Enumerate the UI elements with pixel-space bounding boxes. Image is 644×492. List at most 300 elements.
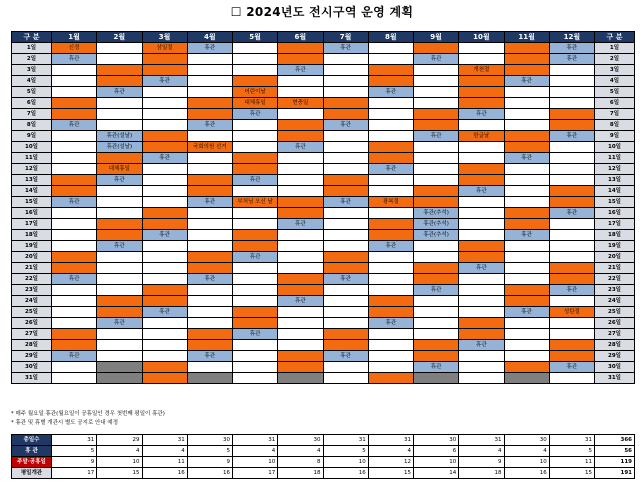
day-cell bbox=[414, 142, 459, 153]
closed-day-cell: 휴관 bbox=[187, 351, 232, 362]
weekend-holiday-cell bbox=[414, 109, 459, 120]
summary-value: 9 bbox=[459, 457, 504, 468]
day-cell bbox=[278, 263, 323, 274]
day-row bbox=[12, 362, 635, 373]
summary-total: 366 bbox=[595, 435, 635, 446]
closed-day-cell: 휴관 bbox=[414, 54, 459, 65]
summary-value: 10 bbox=[323, 457, 368, 468]
day-cell bbox=[97, 285, 142, 296]
weekend-holiday-cell bbox=[504, 219, 549, 230]
day-row bbox=[12, 65, 635, 76]
weekend-holiday-cell bbox=[233, 76, 278, 87]
weekend-holiday-cell bbox=[368, 307, 413, 318]
day-label: 16일 bbox=[12, 208, 52, 219]
summary-value: 17 bbox=[52, 468, 97, 479]
day-cell bbox=[142, 241, 187, 252]
day-cell bbox=[323, 285, 368, 296]
summary-value: 9 bbox=[187, 457, 232, 468]
day-cell bbox=[459, 230, 504, 241]
day-cell bbox=[323, 219, 368, 230]
weekend-holiday-cell bbox=[278, 197, 323, 208]
day-label-right: 4일 bbox=[595, 76, 635, 87]
day-cell bbox=[187, 87, 232, 98]
weekend-holiday-cell bbox=[52, 329, 97, 340]
weekend-holiday-cell bbox=[187, 98, 232, 109]
day-cell bbox=[504, 318, 549, 329]
weekend-holiday-cell bbox=[459, 175, 504, 186]
weekend-holiday-cell: 한글날 bbox=[459, 131, 504, 142]
day-label-right: 31일 bbox=[595, 373, 635, 384]
day-label: 19일 bbox=[12, 241, 52, 252]
day-label: 24일 bbox=[12, 296, 52, 307]
weekend-holiday-cell bbox=[52, 252, 97, 263]
closed-day-cell: 휴관(설날) bbox=[97, 142, 142, 153]
day-cell bbox=[187, 362, 232, 373]
day-label: 9일 bbox=[12, 131, 52, 142]
day-label: 5일 bbox=[12, 87, 52, 98]
day-cell bbox=[368, 131, 413, 142]
weekend-holiday-cell bbox=[52, 340, 97, 351]
summary-value: 4 bbox=[142, 446, 187, 457]
day-cell bbox=[278, 109, 323, 120]
day-cell bbox=[97, 54, 142, 65]
weekend-holiday-cell bbox=[549, 197, 594, 208]
closed-day-cell: 휴관 bbox=[233, 329, 278, 340]
weekend-holiday-cell: 성탄절 bbox=[549, 307, 594, 318]
weekend-holiday-cell bbox=[187, 340, 232, 351]
day-cell bbox=[549, 175, 594, 186]
day-cell bbox=[549, 65, 594, 76]
day-cell bbox=[504, 175, 549, 186]
weekend-holiday-cell bbox=[233, 318, 278, 329]
weekend-holiday-cell bbox=[504, 285, 549, 296]
weekend-holiday-cell bbox=[97, 296, 142, 307]
day-cell bbox=[504, 87, 549, 98]
weekend-holiday-cell bbox=[323, 263, 368, 274]
summary-value: 30 bbox=[187, 435, 232, 446]
day-row bbox=[12, 318, 635, 329]
day-cell bbox=[549, 98, 594, 109]
day-cell bbox=[278, 153, 323, 164]
closed-day-cell: 휴관 bbox=[52, 54, 97, 65]
day-label-right: 13일 bbox=[595, 175, 635, 186]
day-cell bbox=[97, 109, 142, 120]
note-announcement: * 휴관 및 휴별 개관시 별도 공지로 안내 예정 bbox=[11, 420, 119, 426]
day-label: 11일 bbox=[12, 153, 52, 164]
summary-value: 16 bbox=[142, 468, 187, 479]
day-cell bbox=[52, 164, 97, 175]
closed-day-cell: 휴관 bbox=[233, 109, 278, 120]
weekend-holiday-cell bbox=[278, 274, 323, 285]
closed-day-cell: 휴관 bbox=[278, 219, 323, 230]
day-cell bbox=[52, 296, 97, 307]
weekend-holiday-cell bbox=[504, 131, 549, 142]
day-cell bbox=[323, 65, 368, 76]
day-cell bbox=[233, 362, 278, 373]
closed-day-cell: 휴관 bbox=[368, 241, 413, 252]
weekend-holiday-cell bbox=[504, 54, 549, 65]
day-cell bbox=[52, 76, 97, 87]
day-cell bbox=[459, 43, 504, 54]
weekend-holiday-cell bbox=[459, 98, 504, 109]
day-label: 31일 bbox=[12, 373, 52, 384]
day-cell bbox=[187, 65, 232, 76]
summary-value: 31 bbox=[52, 435, 97, 446]
nonexistent-day-cell bbox=[97, 362, 142, 373]
weekend-holiday-cell bbox=[504, 142, 549, 153]
day-cell bbox=[323, 362, 368, 373]
day-cell bbox=[323, 318, 368, 329]
weekend-holiday-cell bbox=[278, 120, 323, 131]
closed-day-cell: 휴관 bbox=[97, 175, 142, 186]
day-cell bbox=[233, 54, 278, 65]
closed-day-cell: 휴관 bbox=[414, 362, 459, 373]
day-label-right: 24일 bbox=[595, 296, 635, 307]
weekend-holiday-cell bbox=[142, 285, 187, 296]
day-cell bbox=[142, 120, 187, 131]
weekend-holiday-cell bbox=[187, 252, 232, 263]
summary-label: 주말·공휴일 bbox=[12, 457, 52, 468]
weekend-holiday-cell bbox=[414, 274, 459, 285]
weekend-holiday-cell bbox=[142, 142, 187, 153]
summary-value: 4 bbox=[97, 446, 142, 457]
closed-day-cell: 휴관 bbox=[142, 230, 187, 241]
day-cell bbox=[233, 65, 278, 76]
summary-total: 56 bbox=[595, 446, 635, 457]
header-month: 8월 bbox=[368, 32, 413, 43]
day-cell bbox=[323, 373, 368, 384]
weekend-holiday-cell bbox=[504, 362, 549, 373]
weekend-holiday-cell bbox=[459, 252, 504, 263]
header-month: 11월 bbox=[504, 32, 549, 43]
weekend-holiday-cell bbox=[97, 219, 142, 230]
day-cell bbox=[549, 164, 594, 175]
day-cell bbox=[187, 164, 232, 175]
day-label-right: 27일 bbox=[595, 329, 635, 340]
weekend-holiday-cell bbox=[142, 362, 187, 373]
summary-label: 휴 관 bbox=[12, 446, 52, 457]
summary-value: 11 bbox=[549, 457, 594, 468]
summary-total: 191 bbox=[595, 468, 635, 479]
day-cell bbox=[97, 98, 142, 109]
closed-day-cell: 휴관 bbox=[52, 120, 97, 131]
summary-value: 18 bbox=[459, 468, 504, 479]
day-cell bbox=[459, 296, 504, 307]
summary-value: 31 bbox=[549, 435, 594, 446]
day-row bbox=[12, 351, 635, 362]
day-cell bbox=[459, 54, 504, 65]
day-row bbox=[12, 175, 635, 186]
weekend-holiday-cell bbox=[278, 351, 323, 362]
day-row bbox=[12, 131, 635, 142]
note-monday-closure: * 매주 월요일 휴관(월요일이 공휴일인 경우 첫번째 평일이 휴관) bbox=[11, 411, 165, 417]
day-label-right: 1일 bbox=[595, 43, 635, 54]
weekend-holiday-cell bbox=[323, 109, 368, 120]
day-cell bbox=[52, 131, 97, 142]
weekend-holiday-cell bbox=[414, 197, 459, 208]
weekend-holiday-cell bbox=[504, 65, 549, 76]
day-label-right: 16일 bbox=[595, 208, 635, 219]
header-month: 12월 bbox=[549, 32, 594, 43]
weekend-holiday-cell bbox=[459, 76, 504, 87]
summary-value: 31 bbox=[323, 435, 368, 446]
day-cell bbox=[142, 164, 187, 175]
header-category: 구 분 bbox=[595, 32, 635, 43]
summary-row bbox=[12, 468, 635, 479]
weekend-holiday-cell bbox=[459, 329, 504, 340]
day-row bbox=[12, 208, 635, 219]
day-cell bbox=[368, 329, 413, 340]
header-month: 4월 bbox=[187, 32, 232, 43]
day-cell bbox=[52, 65, 97, 76]
weekend-holiday-cell bbox=[278, 208, 323, 219]
weekend-holiday-cell bbox=[278, 362, 323, 373]
day-cell bbox=[414, 318, 459, 329]
day-cell bbox=[504, 197, 549, 208]
day-cell bbox=[504, 329, 549, 340]
day-cell bbox=[549, 373, 594, 384]
day-label-right: 21일 bbox=[595, 263, 635, 274]
day-cell bbox=[504, 164, 549, 175]
day-row bbox=[12, 329, 635, 340]
weekend-holiday-cell bbox=[414, 351, 459, 362]
day-cell bbox=[459, 197, 504, 208]
day-row bbox=[12, 230, 635, 241]
weekend-holiday-cell bbox=[52, 109, 97, 120]
day-cell bbox=[368, 43, 413, 54]
day-row bbox=[12, 274, 635, 285]
day-cell bbox=[233, 274, 278, 285]
day-cell bbox=[368, 175, 413, 186]
day-row bbox=[12, 296, 635, 307]
day-cell bbox=[142, 87, 187, 98]
summary-value: 31 bbox=[233, 435, 278, 446]
weekend-holiday-cell bbox=[549, 109, 594, 120]
header-category: 구 분 bbox=[12, 32, 52, 43]
summary-value: 30 bbox=[414, 435, 459, 446]
day-label: 13일 bbox=[12, 175, 52, 186]
summary-value: 15 bbox=[549, 468, 594, 479]
weekend-holiday-cell bbox=[549, 263, 594, 274]
day-cell bbox=[142, 252, 187, 263]
closed-day-cell: 휴관 bbox=[52, 351, 97, 362]
day-cell bbox=[278, 340, 323, 351]
weekend-holiday-cell bbox=[368, 230, 413, 241]
day-cell bbox=[97, 197, 142, 208]
day-row bbox=[12, 109, 635, 120]
day-cell bbox=[459, 373, 504, 384]
summary-total: 119 bbox=[595, 457, 635, 468]
weekend-holiday-cell bbox=[504, 296, 549, 307]
day-cell bbox=[52, 362, 97, 373]
weekend-holiday-cell bbox=[142, 65, 187, 76]
weekend-holiday-cell: 어린이날 bbox=[233, 87, 278, 98]
day-cell bbox=[278, 252, 323, 263]
weekend-holiday-cell bbox=[459, 318, 504, 329]
summary-value: 16 bbox=[504, 468, 549, 479]
closed-day-cell: 휴관 bbox=[459, 109, 504, 120]
day-label-right: 18일 bbox=[595, 230, 635, 241]
weekend-holiday-cell bbox=[97, 153, 142, 164]
summary-value: 10 bbox=[233, 457, 278, 468]
weekend-holiday-cell bbox=[459, 164, 504, 175]
summary-value: 5 bbox=[323, 446, 368, 457]
weekend-holiday-cell bbox=[368, 219, 413, 230]
weekend-holiday-cell bbox=[97, 230, 142, 241]
day-label-right: 29일 bbox=[595, 351, 635, 362]
day-cell bbox=[504, 252, 549, 263]
weekend-holiday-cell bbox=[187, 263, 232, 274]
day-cell bbox=[142, 186, 187, 197]
day-cell bbox=[233, 43, 278, 54]
closed-day-cell: 휴관 bbox=[414, 131, 459, 142]
closed-day-cell: 휴관 bbox=[459, 263, 504, 274]
day-cell bbox=[549, 87, 594, 98]
day-cell bbox=[414, 76, 459, 87]
day-cell bbox=[233, 142, 278, 153]
summary-value: 31 bbox=[142, 435, 187, 446]
weekend-holiday-cell bbox=[414, 263, 459, 274]
day-cell bbox=[142, 351, 187, 362]
day-cell bbox=[368, 98, 413, 109]
weekend-holiday-cell bbox=[142, 296, 187, 307]
weekend-holiday-cell bbox=[52, 98, 97, 109]
day-cell bbox=[97, 329, 142, 340]
day-label: 7일 bbox=[12, 109, 52, 120]
weekend-holiday-cell bbox=[459, 87, 504, 98]
day-cell bbox=[549, 153, 594, 164]
closed-day-cell: 휴관 bbox=[187, 120, 232, 131]
day-label: 26일 bbox=[12, 318, 52, 329]
summary-value: 4 bbox=[278, 446, 323, 457]
day-cell bbox=[187, 296, 232, 307]
day-label: 15일 bbox=[12, 197, 52, 208]
closed-day-cell: 휴관 bbox=[187, 43, 232, 54]
day-cell bbox=[187, 54, 232, 65]
day-cell bbox=[97, 120, 142, 131]
day-label: 21일 bbox=[12, 263, 52, 274]
day-label-right: 17일 bbox=[595, 219, 635, 230]
day-label-right: 9일 bbox=[595, 131, 635, 142]
day-cell bbox=[368, 120, 413, 131]
day-cell bbox=[323, 54, 368, 65]
weekend-holiday-cell: 광복절 bbox=[368, 197, 413, 208]
day-label: 20일 bbox=[12, 252, 52, 263]
weekend-holiday-cell bbox=[187, 186, 232, 197]
day-cell bbox=[459, 153, 504, 164]
closed-day-cell: 휴관 bbox=[459, 340, 504, 351]
day-cell bbox=[233, 219, 278, 230]
day-label: 6일 bbox=[12, 98, 52, 109]
weekend-holiday-cell bbox=[142, 219, 187, 230]
day-row bbox=[12, 219, 635, 230]
day-label-right: 10일 bbox=[595, 142, 635, 153]
weekend-holiday-cell bbox=[414, 186, 459, 197]
header-month: 3월 bbox=[142, 32, 187, 43]
day-label: 14일 bbox=[12, 186, 52, 197]
day-cell bbox=[459, 142, 504, 153]
day-cell bbox=[414, 65, 459, 76]
day-cell bbox=[187, 208, 232, 219]
day-row bbox=[12, 197, 635, 208]
header-month: 5월 bbox=[233, 32, 278, 43]
closed-day-cell: 휴관 bbox=[52, 274, 97, 285]
header-month: 1월 bbox=[52, 32, 97, 43]
day-label: 28일 bbox=[12, 340, 52, 351]
day-cell bbox=[368, 274, 413, 285]
day-cell bbox=[459, 208, 504, 219]
day-label: 3일 bbox=[12, 65, 52, 76]
closed-day-cell: 휴관 bbox=[549, 43, 594, 54]
closed-day-cell: 휴관 bbox=[368, 164, 413, 175]
summary-value: 17 bbox=[233, 468, 278, 479]
day-cell bbox=[549, 230, 594, 241]
header-month: 10월 bbox=[459, 32, 504, 43]
calendar-header-row bbox=[12, 32, 635, 43]
weekend-holiday-cell: 대체휴일 bbox=[233, 98, 278, 109]
day-cell bbox=[368, 285, 413, 296]
day-cell bbox=[187, 241, 232, 252]
closed-day-cell: 휴관 bbox=[97, 318, 142, 329]
day-cell bbox=[368, 186, 413, 197]
weekend-holiday-cell bbox=[323, 329, 368, 340]
day-label: 18일 bbox=[12, 230, 52, 241]
day-cell bbox=[187, 131, 232, 142]
weekend-holiday-cell bbox=[323, 98, 368, 109]
closed-day-cell: 휴관(추석) bbox=[414, 219, 459, 230]
summary-row bbox=[12, 446, 635, 457]
closed-day-cell: 휴관 bbox=[414, 285, 459, 296]
summary-table bbox=[11, 434, 635, 479]
day-cell bbox=[459, 362, 504, 373]
day-row bbox=[12, 263, 635, 274]
day-cell bbox=[278, 87, 323, 98]
day-cell bbox=[278, 175, 323, 186]
day-cell bbox=[278, 230, 323, 241]
weekend-holiday-cell bbox=[549, 340, 594, 351]
day-cell bbox=[323, 241, 368, 252]
day-label: 30일 bbox=[12, 362, 52, 373]
page-title: ☐ 2024년도 전시구역 운영 계획 bbox=[230, 5, 414, 19]
weekend-holiday-cell: 개천절 bbox=[459, 65, 504, 76]
weekend-holiday-cell bbox=[278, 43, 323, 54]
header-month: 6월 bbox=[278, 32, 323, 43]
summary-label: 평일개관 bbox=[12, 468, 52, 479]
closed-day-cell: 휴관 bbox=[233, 252, 278, 263]
weekend-holiday-cell bbox=[52, 263, 97, 274]
summary-value: 4 bbox=[368, 446, 413, 457]
weekend-holiday-cell bbox=[414, 43, 459, 54]
day-cell bbox=[504, 120, 549, 131]
closed-day-cell: 휴관 bbox=[504, 307, 549, 318]
day-cell bbox=[323, 76, 368, 87]
day-cell bbox=[414, 153, 459, 164]
day-cell bbox=[187, 285, 232, 296]
day-label: 23일 bbox=[12, 285, 52, 296]
day-cell bbox=[549, 76, 594, 87]
nonexistent-day-cell bbox=[504, 373, 549, 384]
day-cell bbox=[414, 296, 459, 307]
notes bbox=[11, 410, 165, 428]
day-cell bbox=[368, 208, 413, 219]
day-row bbox=[12, 54, 635, 65]
header-month: 7월 bbox=[323, 32, 368, 43]
summary-value: 14 bbox=[414, 468, 459, 479]
summary-value: 5 bbox=[52, 446, 97, 457]
weekend-holiday-cell: 현충일 bbox=[278, 98, 323, 109]
closed-day-cell: 휴관(추석) bbox=[414, 208, 459, 219]
weekend-holiday-cell bbox=[368, 65, 413, 76]
